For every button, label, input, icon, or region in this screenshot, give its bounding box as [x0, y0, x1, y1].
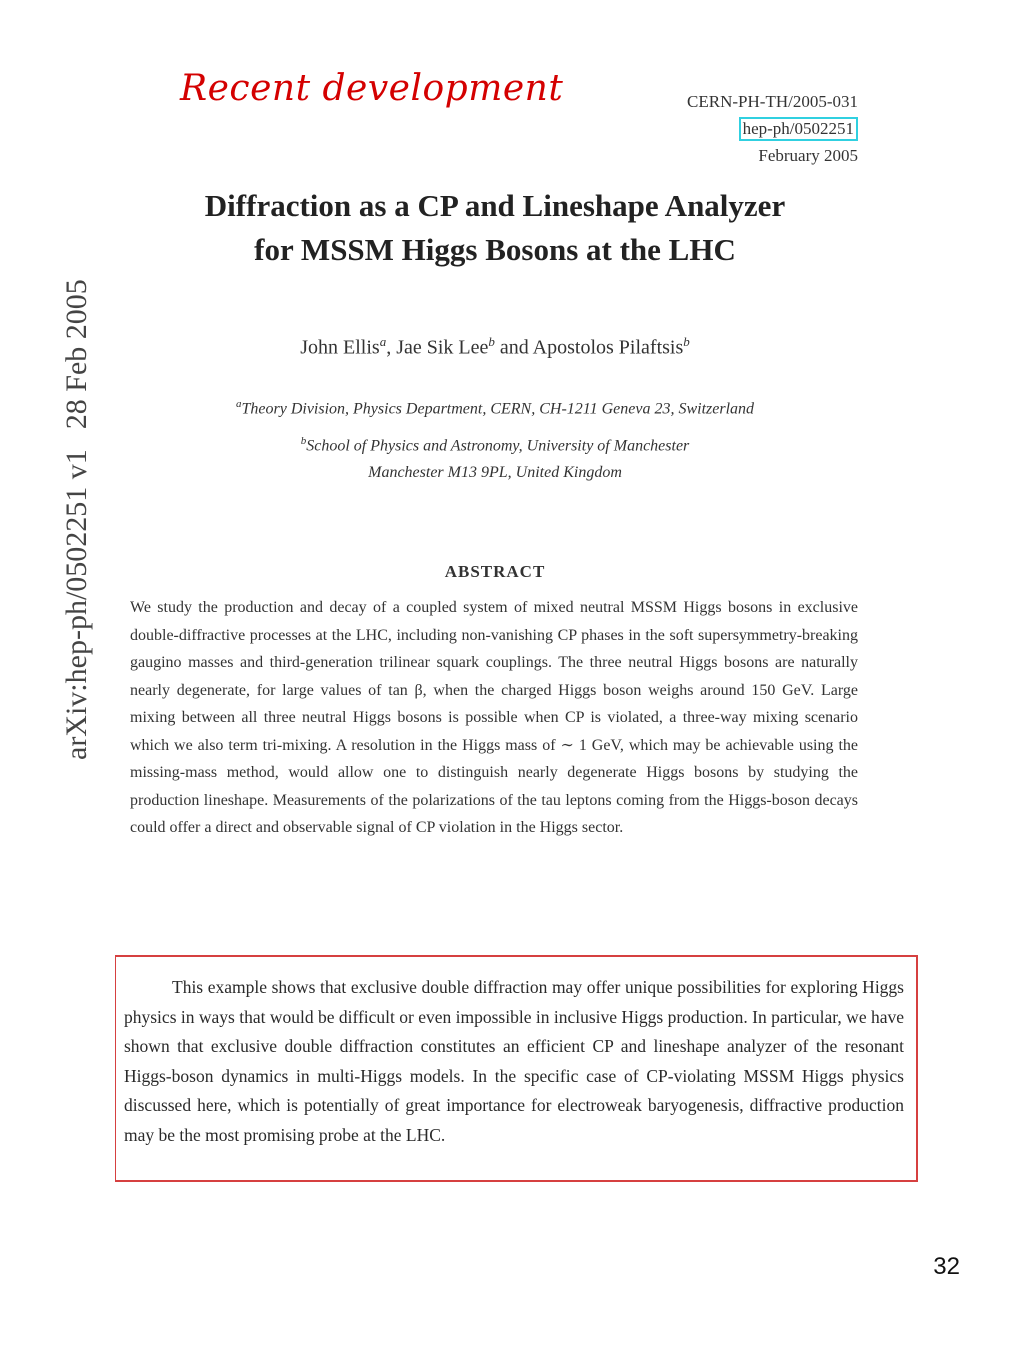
affiliation-mark: a: [235, 398, 242, 410]
arxiv-sidebar-stamp: [60, 240, 100, 760]
sidebar-id: arXiv:hep-ph/0502251 v1: [60, 449, 93, 760]
paper-date: February 2005: [758, 146, 858, 165]
title-line-2: for MSSM Higgs Bosons at the LHC: [254, 232, 736, 267]
author-separator: and: [494, 336, 533, 359]
affiliation-b: [120, 428, 870, 486]
affiliation-text: Theory Division, Physics Department, CERN, CH-1211 Geneva 23, Switzerland: [241, 400, 755, 418]
author-list: [120, 334, 870, 360]
affiliation-mark: b: [300, 435, 307, 447]
author-name: Jae Sik Lee: [396, 336, 489, 359]
abstract-heading: ABSTRACT: [444, 562, 546, 581]
slide-heading: Recent development: [180, 68, 564, 109]
title-line-1: Diffraction as a CP and Lineshape Analyzer: [204, 188, 786, 223]
abstract-body: We study the production and decay of a coupled system of mixed neutral MSSM Higgs bosons in exclusive double-diffractive processes at the LHC, including non-vanishing CP phases in the soft supersymmetry-breaking gaugino masses and third-generation trilinear squark couplings. The three neutral Higgs bosons are naturally nearly degenerate, for large values of tan β, when the charged Higgs boson weighs around 150 GeV. Large mixing between all three neutral Higgs bosons is possible when CP is violated, a three-way mixing scenario which we also term tri-mixing. A resolution in the Higgs mass of ∼ 1 GeV, which may be achievable using the missing-mass method, would allow one to distinguish nearly degenerate Higgs bosons by studying the production lineshape. Measurements of the polarizations of the tau leptons coming from the Higgs-boson decays could offer a direct and observable signal of CP violation in the Higgs sector.: [130, 599, 858, 836]
author-separator: ,: [386, 336, 397, 359]
affiliation-text: School of Physics and Astronomy, University of Manchester: [306, 437, 690, 455]
author-name: John Ellis: [300, 336, 380, 359]
paper-title: [120, 184, 870, 272]
author-mark: b: [488, 334, 495, 349]
author-mark: b: [683, 334, 690, 349]
author-mark: a: [379, 334, 387, 349]
author-name: Apostolos Pilaftsis: [532, 336, 684, 359]
sidebar-date: 28 Feb 2005: [60, 279, 93, 430]
conclusion-text: This example shows that exclusive double diffraction may offer unique possibilities for exploring Higgs physics in ways that would be difficult or even impossible in inclusive Higgs production. In particular, we have shown that exclusive double diffraction constitutes an efficient CP and lineshape analyzer of the resonant Higgs-boson dynamics in multi-Higgs models. In the specific case of CP-violating MSSM Higgs physics discussed here, which is potentially of great importance for electroweak baryogenesis, diffractive production may be the most promising probe at the LHC.: [124, 977, 904, 1145]
report-info: [687, 88, 858, 169]
conclusion-box: [115, 955, 918, 1182]
affiliation-text: Manchester M13 9PL, United Kingdom: [368, 464, 622, 482]
affiliation-a: [120, 391, 870, 422]
page-number: 32: [933, 1253, 960, 1280]
arxiv-link[interactable]: hep-ph/0502251: [739, 117, 858, 141]
report-number: CERN-PH-TH/2005-031: [687, 92, 858, 111]
